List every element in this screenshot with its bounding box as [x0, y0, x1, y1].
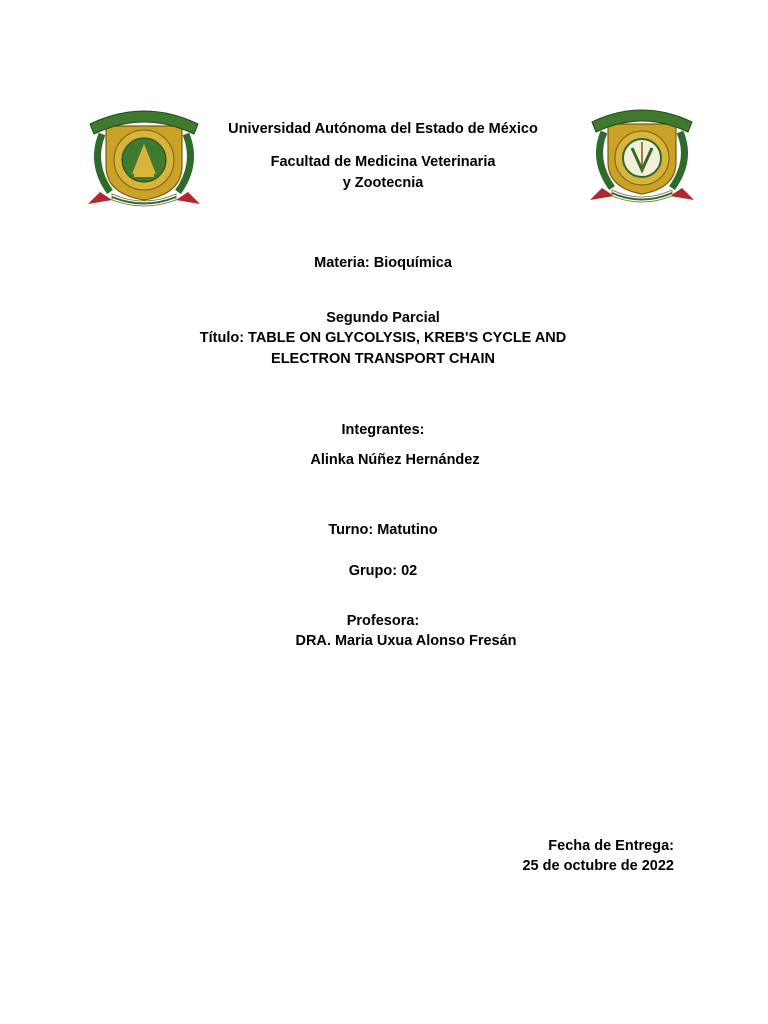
shift: Turno: Matutino [328, 522, 438, 538]
professor-label: Profesora: [346, 613, 420, 629]
fmvz-crest-icon [586, 104, 698, 204]
university-name: Universidad Autónoma del Estado de México [228, 121, 538, 137]
subject: Materia: Bioquímica [314, 255, 452, 271]
due-date-label: Fecha de Entrega: [548, 838, 674, 854]
title-line1: Título: TABLE ON GLYCOLYSIS, KREB'S CYCLE AND [199, 330, 567, 346]
due-date: 25 de octubre de 2022 [522, 858, 674, 874]
professor-name: DRA. Maria Uxua Alonso Fresán [295, 633, 517, 649]
member-name: Alinka Núñez Hernández [310, 452, 480, 468]
faculty-name-line1: Facultad de Medicina Veterinaria [270, 154, 496, 170]
title-line2: ELECTRON TRANSPORT CHAIN [271, 351, 495, 367]
exam-term: Segundo Parcial [326, 310, 440, 326]
members-label: Integrantes: [341, 422, 425, 438]
uaemex-crest-icon [82, 104, 206, 210]
faculty-name-line2: y Zootecnia [342, 175, 424, 191]
group: Grupo: 02 [348, 563, 418, 579]
